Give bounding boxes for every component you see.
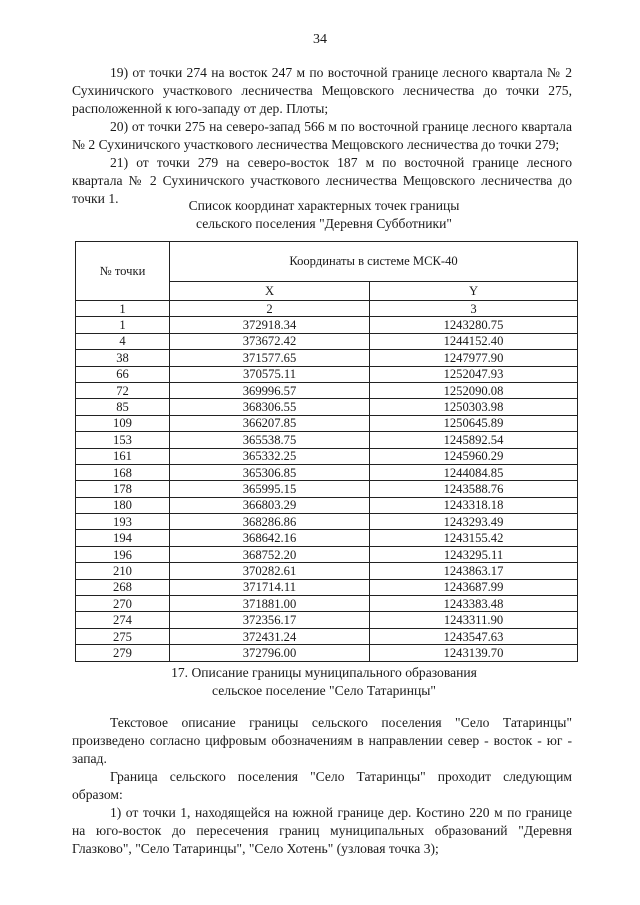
table-row [76, 579, 578, 595]
table-row [76, 563, 578, 579]
x-coordinate-cell: 372356.17 [170, 612, 370, 628]
y-coordinate-cell: 1243139.70 [370, 645, 578, 661]
boundary-intro-paragraph: Граница сельского поселения "Село Татаринцы" проходит следующим образом: [72, 769, 572, 802]
y-coordinate-cell: 1243155.42 [370, 530, 578, 546]
y-coordinate-cell: 1243547.63 [370, 628, 578, 644]
point-number-cell: 194 [76, 530, 170, 546]
y-coordinate-cell: 1243863.17 [370, 563, 578, 579]
point-number-cell: 109 [76, 415, 170, 431]
point-number-cell: 168 [76, 464, 170, 480]
page-number: 34 [313, 32, 327, 47]
table-row [76, 645, 578, 661]
x-coordinate-cell: 372431.24 [170, 628, 370, 644]
point-number-cell: 72 [76, 382, 170, 398]
table-caption [72, 197, 576, 233]
y-coordinate-cell: 1244152.40 [370, 333, 578, 349]
point-number-cell: 85 [76, 399, 170, 415]
x-coordinate-cell: 365538.75 [170, 432, 370, 448]
index-cell: 3 [370, 301, 578, 317]
x-coordinate-cell: 366207.85 [170, 415, 370, 431]
y-coordinate-cell: 1243295.11 [370, 546, 578, 562]
point-number-cell: 196 [76, 546, 170, 562]
point-number-cell: 193 [76, 514, 170, 530]
table-row [76, 317, 578, 333]
x-coordinate-cell: 368286.86 [170, 514, 370, 530]
x-coordinate-cell: 373672.42 [170, 333, 370, 349]
x-coordinate-cell: 366803.29 [170, 497, 370, 513]
x-coordinate-cell: 369996.57 [170, 382, 370, 398]
table-row [76, 464, 578, 480]
point-number-cell: 279 [76, 645, 170, 661]
y-coordinate-cell: 1245892.54 [370, 432, 578, 448]
table-row [76, 530, 578, 546]
point-number-cell: 178 [76, 481, 170, 497]
header-x: X [170, 281, 370, 300]
point-number-cell: 270 [76, 596, 170, 612]
x-coordinate-cell: 368306.55 [170, 399, 370, 415]
table-row [76, 432, 578, 448]
point-number-cell: 275 [76, 628, 170, 644]
point-number-cell: 153 [76, 432, 170, 448]
table-row [76, 399, 578, 415]
y-coordinate-cell: 1243318.18 [370, 497, 578, 513]
coordinates-table-body [76, 301, 578, 662]
index-cell: 1 [76, 301, 170, 317]
table-row [76, 612, 578, 628]
point-number-cell: 210 [76, 563, 170, 579]
table-row [76, 366, 578, 382]
y-coordinate-cell: 1243311.90 [370, 612, 578, 628]
y-coordinate-cell: 1250303.98 [370, 399, 578, 415]
y-coordinate-cell: 1245960.29 [370, 448, 578, 464]
x-coordinate-cell: 371577.65 [170, 350, 370, 366]
x-coordinate-cell: 365332.25 [170, 448, 370, 464]
table-row [76, 382, 578, 398]
section-heading-line-2: сельское поселение "Село Татаринцы" [212, 683, 436, 698]
y-coordinate-cell: 1243687.99 [370, 579, 578, 595]
table-row [76, 481, 578, 497]
y-coordinate-cell: 1243383.48 [370, 596, 578, 612]
paragraph-item-1: 1) от точки 1, находящейся на южной границе дер. Костино 220 м по границе на юго-восток до пересечения границ муниципальных образований "Деревня Глазково", "Село Татаринцы", "Село Хотень" (узловая точка 3); [72, 805, 572, 856]
x-coordinate-cell: 365306.85 [170, 464, 370, 480]
y-coordinate-cell: 1250645.89 [370, 415, 578, 431]
x-coordinate-cell: 371881.00 [170, 596, 370, 612]
x-coordinate-cell: 371714.11 [170, 579, 370, 595]
header-y: Y [370, 281, 578, 300]
y-coordinate-cell: 1252047.93 [370, 366, 578, 382]
table-row [76, 546, 578, 562]
paragraph-item-19: 19) от точки 274 на восток 247 м по восточной границе лесного квартала № 2 Сухиничского участкового лесничества Мещовского лесничества до точки 275, расположенной к юго-западу от дер. Плоты; [72, 65, 572, 116]
y-coordinate-cell: 1243293.49 [370, 514, 578, 530]
index-row [76, 301, 578, 317]
y-coordinate-cell: 1244084.85 [370, 464, 578, 480]
point-number-cell: 1 [76, 317, 170, 333]
section-heading [72, 664, 576, 700]
table-row [76, 333, 578, 349]
x-coordinate-cell: 368642.16 [170, 530, 370, 546]
table-caption-line-2: сельского поселения "Деревня Субботники" [196, 216, 452, 231]
table-row [76, 448, 578, 464]
x-coordinate-cell: 365995.15 [170, 481, 370, 497]
point-number-cell: 4 [76, 333, 170, 349]
index-cell: 2 [170, 301, 370, 317]
header-coordinates: Координаты в системе МСК-40 [170, 242, 578, 282]
y-coordinate-cell: 1252090.08 [370, 382, 578, 398]
table-caption-line-1: Список координат характерных точек границы [188, 198, 460, 213]
coordinates-table [75, 241, 578, 662]
paragraph-item-20: 20) от точки 275 на северо-запад 566 м по восточной границе лесного квартала № 2 Сухиничского участкового лесничества Мещовского лесничества до точки 279; [72, 119, 572, 152]
table-row [76, 628, 578, 644]
point-number-cell: 66 [76, 366, 170, 382]
section-heading-line-1: 17. Описание границы муниципального образования [171, 665, 477, 680]
description-paragraph: Текстовое описание границы сельского поселения "Село Татаринцы" произведено согласно цифровым обозначениям в направлении север - восток - юг - запад. [72, 715, 572, 766]
point-number-cell: 161 [76, 448, 170, 464]
table-row [76, 596, 578, 612]
point-number-cell: 268 [76, 579, 170, 595]
x-coordinate-cell: 372796.00 [170, 645, 370, 661]
point-number-cell: 38 [76, 350, 170, 366]
x-coordinate-cell: 370575.11 [170, 366, 370, 382]
x-coordinate-cell: 368752.20 [170, 546, 370, 562]
y-coordinate-cell: 1247977.90 [370, 350, 578, 366]
y-coordinate-cell: 1243588.76 [370, 481, 578, 497]
table-row [76, 514, 578, 530]
y-coordinate-cell: 1243280.75 [370, 317, 578, 333]
point-number-cell: 274 [76, 612, 170, 628]
point-number-cell: 180 [76, 497, 170, 513]
table-row [76, 497, 578, 513]
x-coordinate-cell: 372918.34 [170, 317, 370, 333]
paragraph-item-21: 21) от точки 279 на северо-восток 187 м по восточной границе лесного квартала № 2 Сухиничского участкового лесничества Мещовского лесничества до точки 1. [72, 155, 572, 206]
table-row [76, 415, 578, 431]
table-row [76, 350, 578, 366]
header-point-number: № точки [76, 242, 170, 301]
x-coordinate-cell: 370282.61 [170, 563, 370, 579]
